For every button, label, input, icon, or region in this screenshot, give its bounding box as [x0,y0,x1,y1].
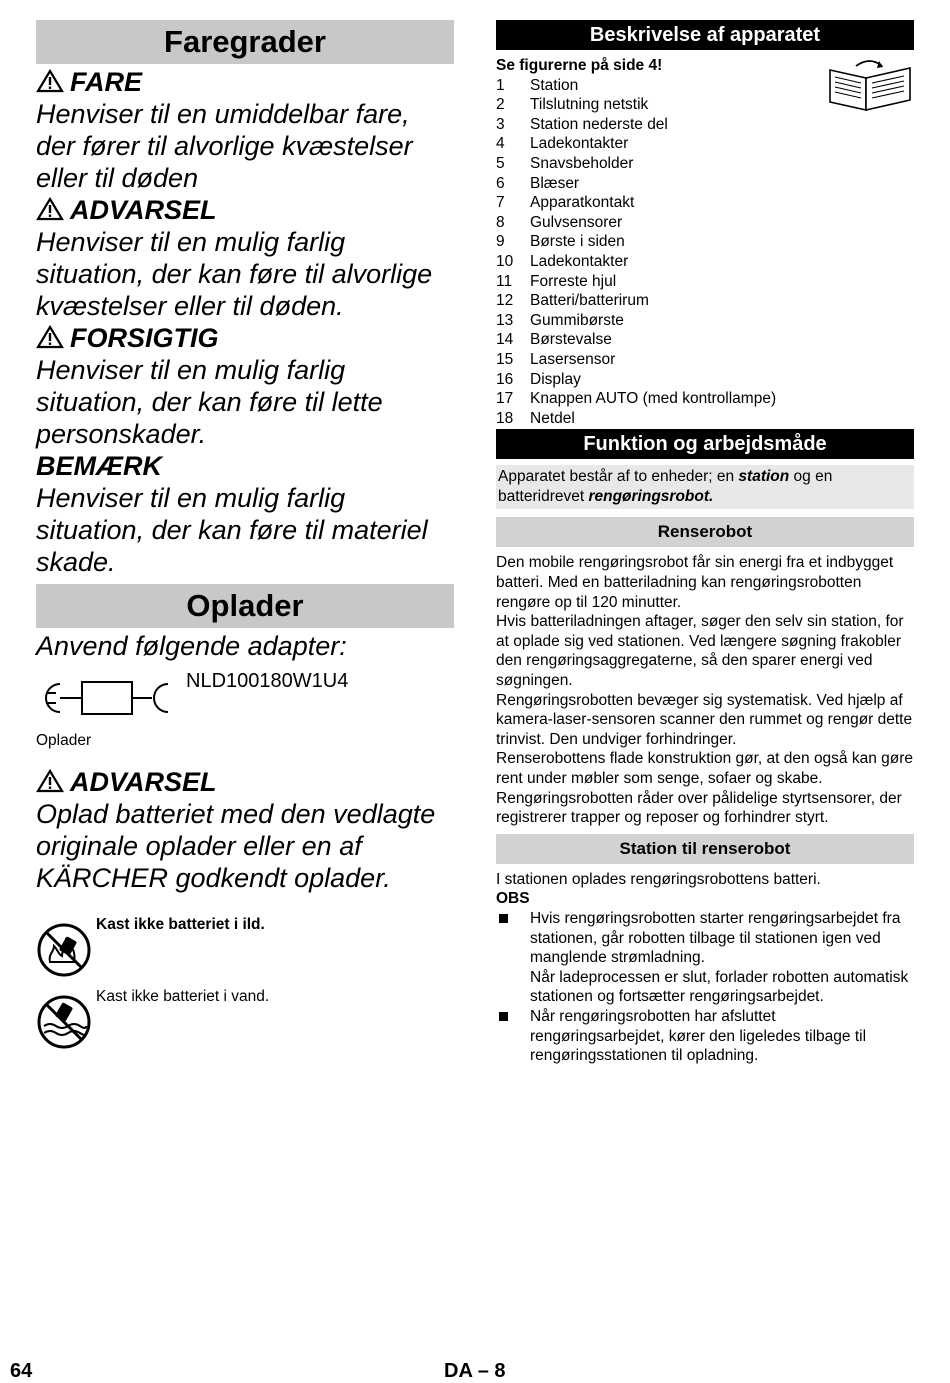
list-item [496,909,914,1007]
parts-list [496,76,914,429]
item-number: 17 [496,390,514,408]
adapter-intro: Anvend følgende adapter: [36,631,347,661]
paragraph: Renserobottens flade konstruktion gør, at den også kan gøre rent under møbler som senge, sofaer og skabe. [496,750,914,787]
advarsel-text: Henviser til en mulig farlig situation, der kan føre til alvorlige kvæstelser eller til døden. [36,227,433,321]
item-number: 11 [496,272,513,290]
left-column [36,20,454,1066]
bemaerk-label: BEMÆRK [36,451,162,481]
item-number: 14 [496,331,514,349]
list-item [496,213,914,233]
heading-station: Station til renserobot [496,834,914,864]
heading-funktion: Funktion og arbejdsmåde [496,429,914,459]
warn2-text: Oplad batteriet med den vedlagte originale oplader eller en af KÄRCHER godkendt oplader. [36,799,436,893]
function-intro [496,465,914,509]
forsigtig-text: Henviser til en mulig farlig situation, der kan føre til lette personskader. [36,355,383,449]
item-number: 7 [496,194,505,212]
list-item [496,389,914,409]
list-item [496,115,914,135]
advarsel-block [36,194,454,322]
item-number: 12 [496,292,514,310]
bullet2-text: Når rengøringsrobotten har afsluttet rengøringsarbejdet, kører den ligeledes tilbage til rengøringsstationen til opladning. [530,1007,867,1065]
warn2-label-row [36,766,454,798]
warning-triangle-icon [36,197,64,221]
list-item [496,291,914,311]
paragraph: Den mobile rengøringsrobot får sin energi fra et indbygget batteri. Med en batteriladning kan rengøringsrobotten rengøre op til 120 minutter. [496,554,894,611]
figure-ref: Se figurerne på side 4! [496,57,663,74]
bullet-square-icon [496,909,530,1007]
warning-triangle-icon [36,69,64,93]
fire-text: Kast ikke batteriet i ild. [96,916,265,933]
fare-label: FARE [70,67,143,97]
heading-beskrivelse: Beskrivelse af apparatet [496,20,914,50]
item-number: 6 [496,174,505,192]
list-item [496,232,914,252]
item-number: 5 [496,154,505,172]
warning-triangle-icon [36,769,64,793]
item-label: Gummibørste [530,311,624,329]
list-item [496,330,914,350]
item-label: Station [530,76,579,94]
item-number: 9 [496,233,505,251]
item-number: 8 [496,213,505,231]
item-number: 10 [496,252,514,270]
bemaerk-text: Henviser til en mulig farlig situation, der kan føre til materiel skade. [36,483,428,577]
item-label: Gulvsensorer [530,213,623,231]
fare-label-row [36,66,454,98]
heading-oplader: Oplader [36,584,454,628]
item-label: Forreste hjul [530,272,617,290]
bullet1-text-a: Hvis rengøringsrobotten starter rengøringsarbejdet fra stationen, går robotten tilbage til stationen igen ved manglende strømladning. [530,909,901,967]
warning-charger-block [36,766,454,894]
item-number: 1 [496,76,505,94]
intro-robot: rengøringsrobot. [588,487,714,505]
item-label: Batteri/batterirum [530,292,649,310]
item-label: Display [530,370,581,388]
section-label: DA – 8 [444,1360,506,1382]
item-number: 2 [496,96,505,114]
list-item [496,272,914,292]
renserobot-text [496,553,914,827]
item-label: Snavsbeholder [530,154,634,172]
intro-station: station [738,468,790,486]
item-number: 15 [496,350,514,368]
bullet1-text-b: Når ladeprocessen er slut, forlader robotten automatisk stationen og fortsætter rengøringsarbejdet. [530,968,909,1006]
station-text: I stationen oplades rengøringsrobottens batteri. [496,870,821,888]
list-item [496,1007,914,1066]
heading-faregrader: Faregrader [36,20,454,64]
fare-block [36,66,454,194]
advarsel-label-row [36,194,454,226]
fare-text: Henviser til en umiddelbar fare, der fører til alvorlige kvæstelser eller til døden [36,99,413,193]
item-label: Netdel [530,409,575,427]
list-item [496,350,914,370]
list-item [496,193,914,213]
advarsel-label: ADVARSEL [70,195,217,225]
item-label: Ladekontakter [530,135,629,153]
item-label: Station nederste del [530,115,668,133]
paragraph: Rengøringsrobotten bevæger sig systematisk. Ved hjælp af kamera-laser-sensoren scanner den rummet og rengør dette trinvist. Den undviger forhindringer. [496,691,913,748]
list-item [496,252,914,272]
item-number: 3 [496,115,505,133]
item-label: Knappen AUTO (med kontrollampe) [530,390,777,408]
list-item [496,134,914,154]
item-label: Apparatkontakt [530,194,635,212]
warning-triangle-icon [36,325,64,349]
battery-disposal [36,916,454,1066]
list-item [496,174,914,194]
adapter-plug-icon [40,678,174,720]
adapter-model: NLD100180W1U4 [186,670,349,692]
warn2-label: ADVARSEL [70,767,217,797]
obs-label: OBS [496,890,530,908]
paragraph: Rengøringsrobotten råder over pålidelige styrtsensorer, der registrerer trapper og reposer og forhindrer styrt. [496,789,902,827]
right-column [496,20,914,1066]
manual-book-icon [826,56,914,112]
page-number: 64 [10,1360,33,1382]
item-label: Børstevalse [530,331,612,349]
bullet-square-icon [496,1007,530,1066]
item-label: Blæser [530,174,580,192]
forsigtig-label-row [36,322,454,354]
item-label: Tilslutning netstik [530,96,649,114]
intro-text-b: og en batteridrevet [498,468,833,505]
item-label: Børste i siden [530,233,625,251]
list-item [496,409,914,429]
water-text: Kast ikke batteriet i vand. [96,988,270,1005]
paragraph: Hvis batteriladningen aftager, søger den selv sin station, for at oplade sig ved stationen. Ved længere søgning frakobler den rengøringsaggregaterne, så den sparer energi ved søgningen. [496,613,904,690]
item-label: Ladekontakter [530,252,629,270]
bemaerk-block [36,450,454,578]
adapter-caption: Oplader [36,732,92,749]
forsigtig-label: FORSIGTIG [70,323,219,353]
no-water-icon [36,994,92,1050]
heading-renserobot: Renserobot [496,517,914,547]
item-number: 16 [496,370,514,388]
adapter-figure [36,670,454,762]
list-item [496,311,914,331]
forsigtig-block [36,322,454,450]
item-number: 4 [496,135,505,153]
list-item [496,370,914,390]
item-number: 13 [496,311,514,329]
list-item [496,154,914,174]
intro-text-a: Apparatet består af to enheder; en [498,468,739,486]
item-number: 18 [496,409,514,427]
item-label: Lasersensor [530,350,616,368]
parts-section [496,56,914,428]
no-fire-icon [36,922,92,978]
